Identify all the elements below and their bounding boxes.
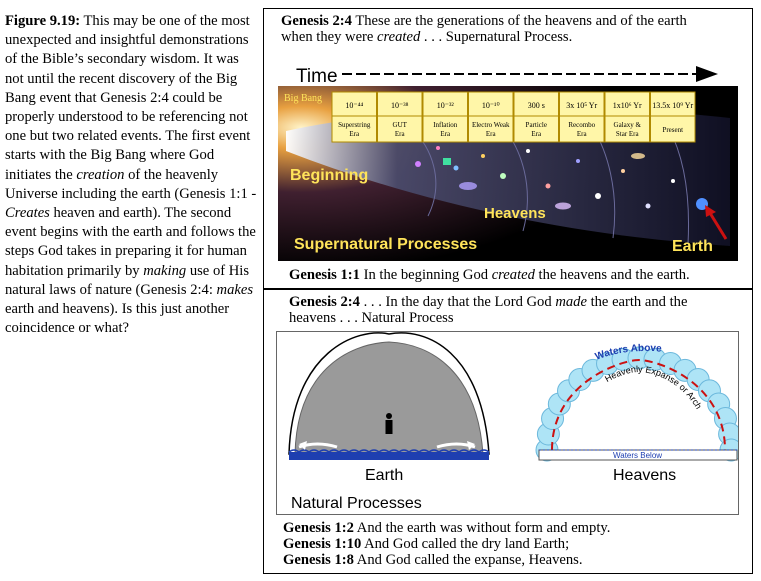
bottom-line1-italic: made [555, 294, 587, 310]
caption-seg-7: makes [216, 281, 254, 298]
era-name: Electro Weak [471, 121, 510, 129]
era-name: GUT [392, 121, 407, 129]
top-panel-line1-text: These are the generations of the heavens and of the earth [351, 13, 687, 29]
heavens-label: Heavens [484, 205, 546, 222]
caption-seg-3: Creates [5, 205, 50, 222]
figure-frame [263, 8, 753, 574]
caption-seg-6: use of His natural laws of nature (Genesis 2:4: [5, 262, 250, 298]
bottom-line1-post: the earth and the [586, 294, 688, 310]
earth-water [289, 452, 489, 460]
natural-svg [277, 332, 738, 514]
heavenly-expanse-label: Heavenly Expanse or Arch [603, 363, 704, 411]
era-name-box [469, 116, 514, 142]
heavens-label-bottom: Heavens [613, 467, 677, 484]
big-bang-label: Big Bang [284, 93, 323, 104]
verse-2-text: And God called the dry land Earth; [361, 536, 570, 552]
verse-2-ref: Genesis 1:10 [283, 536, 362, 552]
waters-above-label: Waters Above [593, 342, 663, 363]
top-footer-post: the heavens and the earth. [534, 267, 690, 283]
top-panel-footer [289, 267, 690, 283]
time-band [278, 56, 738, 86]
era-name-box [514, 116, 559, 142]
person-icon [386, 413, 393, 434]
bottom-panel-line1 [289, 294, 687, 310]
era-name-box [332, 116, 377, 142]
era-time: 10⁻¹⁰ [481, 101, 500, 110]
era-time: 10⁻⁴⁴ [345, 101, 364, 110]
era-name: Star Era [615, 130, 639, 138]
figure-caption [5, 12, 257, 338]
era-name: Galaxy & [613, 121, 641, 129]
era-name-box [423, 116, 468, 142]
top-panel-line2-pre: when they were [281, 29, 378, 45]
top-footer-italic: created [491, 267, 535, 283]
big-bang-svg [278, 56, 738, 261]
top-panel-line2-post: . . . Supernatural Process. [420, 29, 573, 45]
era-name: Recombo [568, 121, 596, 129]
era-name: Era [440, 130, 451, 138]
natural-processes-label: Natural Processes [291, 495, 422, 512]
era-time: 13.5x 10⁹ Yr [652, 101, 694, 110]
era-name: Superstring [338, 121, 371, 129]
big-bang-illustration [278, 56, 738, 261]
era-time: 3x 10⁵ Yr [566, 101, 598, 110]
era-name: Era [394, 130, 405, 138]
verse-1-text: And the earth was without form and empty. [353, 520, 611, 536]
top-panel-line2 [281, 29, 572, 45]
top-panel-ref: Genesis 2:4 [281, 13, 352, 29]
era-name: Particle [525, 121, 547, 129]
era-name: Inflation [433, 121, 458, 129]
era-time: 10⁻³² [436, 101, 454, 110]
era-name: Era [485, 130, 496, 138]
caption-seg-4: heaven and earth). The second event begins with the earth and follows the steps God takes in preparing it for human habitation primarily by [5, 205, 256, 279]
era-table [332, 92, 695, 142]
beginning-label: Beginning [290, 167, 369, 184]
caption-seg-0: This may be one of the most unexpected and insightful demonstrations of the Bible’s secondary wisdom. It was not until the recent discovery of the Big Bang event that Genesis 2:4 could be properly understood to be referencing not one but two related events. The first event starts with the Big Bang where God initiates the [5, 13, 251, 183]
supernatural-label: Supernatural Processes [294, 236, 478, 253]
top-panel-line1 [281, 13, 687, 29]
era-name-box [378, 116, 423, 142]
verse-1 [283, 520, 610, 536]
waters-below-label: Waters Below [613, 451, 663, 460]
top-footer-ref: Genesis 1:1 [289, 267, 360, 283]
era-time: 300 s [527, 101, 545, 110]
verse-3-text: And God called the expanse, Heavens. [353, 552, 583, 568]
era-name: Present [662, 126, 684, 134]
natural-process-illustration [276, 331, 739, 515]
caption-seg-5: making [143, 262, 187, 279]
era-time: 10⁻³⁸ [391, 101, 409, 110]
era-name: Era [349, 130, 360, 138]
caption-seg-1: creation [76, 166, 125, 183]
bottom-line1-mid: . . . In the day that the Lord God [359, 294, 556, 310]
earth-label-top: Earth [672, 238, 713, 255]
top-footer-pre: In the beginning God [359, 267, 492, 283]
era-name: Era [576, 130, 587, 138]
era-name-box [560, 116, 605, 142]
era-time: 1x10⁶ Yr [612, 101, 642, 110]
era-name: Era [531, 130, 542, 138]
panel-divider [264, 288, 752, 290]
verse-1-ref: Genesis 1:2 [283, 520, 354, 536]
time-label: Time [296, 66, 338, 87]
verse-3-ref: Genesis 1:8 [283, 552, 354, 568]
earth-label: Earth [365, 467, 404, 484]
verse-2 [283, 536, 569, 552]
bottom-panel-ref: Genesis 2:4 [289, 294, 360, 310]
figure-label: Figure 9.19: [5, 13, 81, 29]
era-name-box [605, 116, 650, 142]
caption-seg-2: of the heavenly Universe including the earth (Genesis 1:1 - [5, 166, 257, 202]
verse-3 [283, 552, 583, 568]
bottom-panel-line2: heavens . . . Natural Process [289, 310, 454, 326]
caption-seg-8: earth and heavens). Is this just another coincidence or what? [5, 301, 230, 337]
top-panel-line2-italic: created [377, 29, 421, 45]
